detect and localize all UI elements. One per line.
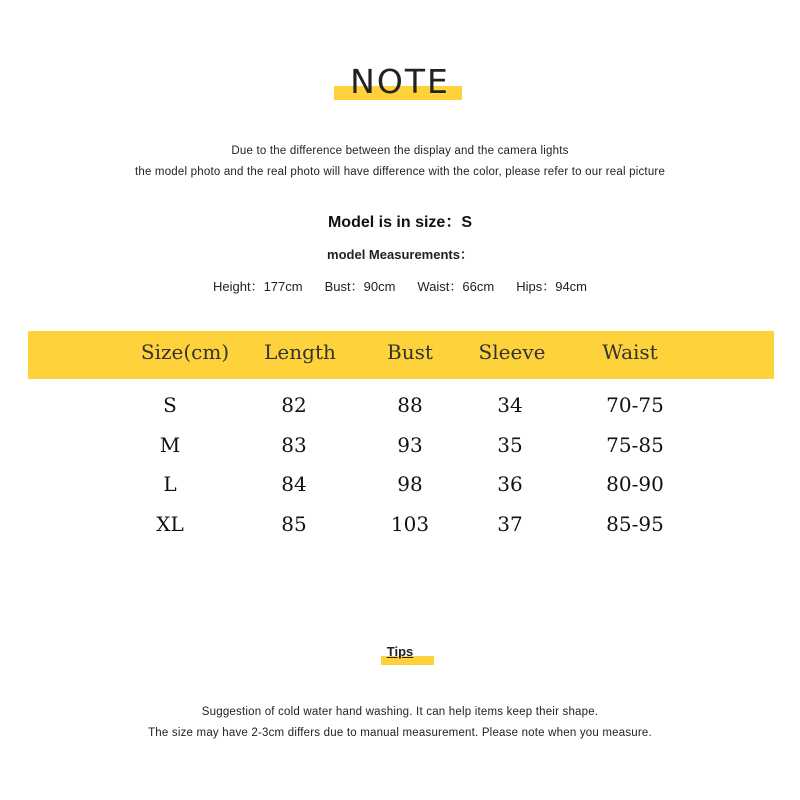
table-cell: 36 [497, 472, 523, 496]
table-cell: 82 [281, 393, 307, 417]
table-cell: 83 [281, 433, 307, 457]
tip-line-2: The size may have 2-3cm differs due to manual measurement. Please note when you measure. [148, 727, 652, 739]
header-length: Length [264, 340, 336, 364]
header-bust: Bust [387, 340, 433, 364]
table-cell: 88 [397, 393, 423, 417]
table-cell: 37 [497, 512, 523, 536]
measurement-bust: Bust：90cm [324, 279, 396, 294]
note-title: NOTE [350, 62, 450, 101]
tips-title: Tips [386, 644, 414, 659]
header-size: Size(cm) [140, 340, 230, 364]
table-cell: L [163, 472, 177, 496]
model-measurements-title: model Measurements： [327, 247, 473, 262]
note-heading [0, 62, 800, 106]
tips-heading [0, 642, 800, 672]
table-cell: 70-75 [606, 393, 664, 417]
header-waist: Waist [602, 340, 658, 364]
disclaimer-line-2: the model photo and the real photo will have difference with the color, please refer to our real picture [134, 166, 666, 178]
tip-line-1: Suggestion of cold water hand washing. It can help items keep their shape. [201, 706, 599, 718]
table-cell: 85-95 [606, 512, 664, 536]
measurement-waist: Waist：66cm [417, 279, 495, 294]
table-cell: 84 [281, 472, 307, 496]
model-size-line: Model is in size：S [327, 214, 473, 231]
table-cell: 80-90 [606, 472, 664, 496]
disclaimer-line-1: Due to the difference between the display and the camera lights [231, 145, 569, 157]
table-cell: 75-85 [606, 433, 664, 457]
table-cell: 35 [497, 433, 523, 457]
table-cell: 98 [397, 472, 423, 496]
measurement-height: Height：177cm [212, 279, 303, 294]
table-cell: 103 [390, 512, 430, 536]
model-measurements-row [0, 276, 800, 295]
table-cell: M [159, 433, 181, 457]
table-cell: 34 [497, 393, 523, 417]
measurement-hips: Hips：94cm [516, 279, 588, 294]
header-sleeve: Sleeve [478, 340, 546, 364]
table-cell: XL [156, 512, 184, 536]
table-cell: S [163, 393, 177, 417]
table-cell: 85 [281, 512, 307, 536]
table-cell: 93 [397, 433, 423, 457]
